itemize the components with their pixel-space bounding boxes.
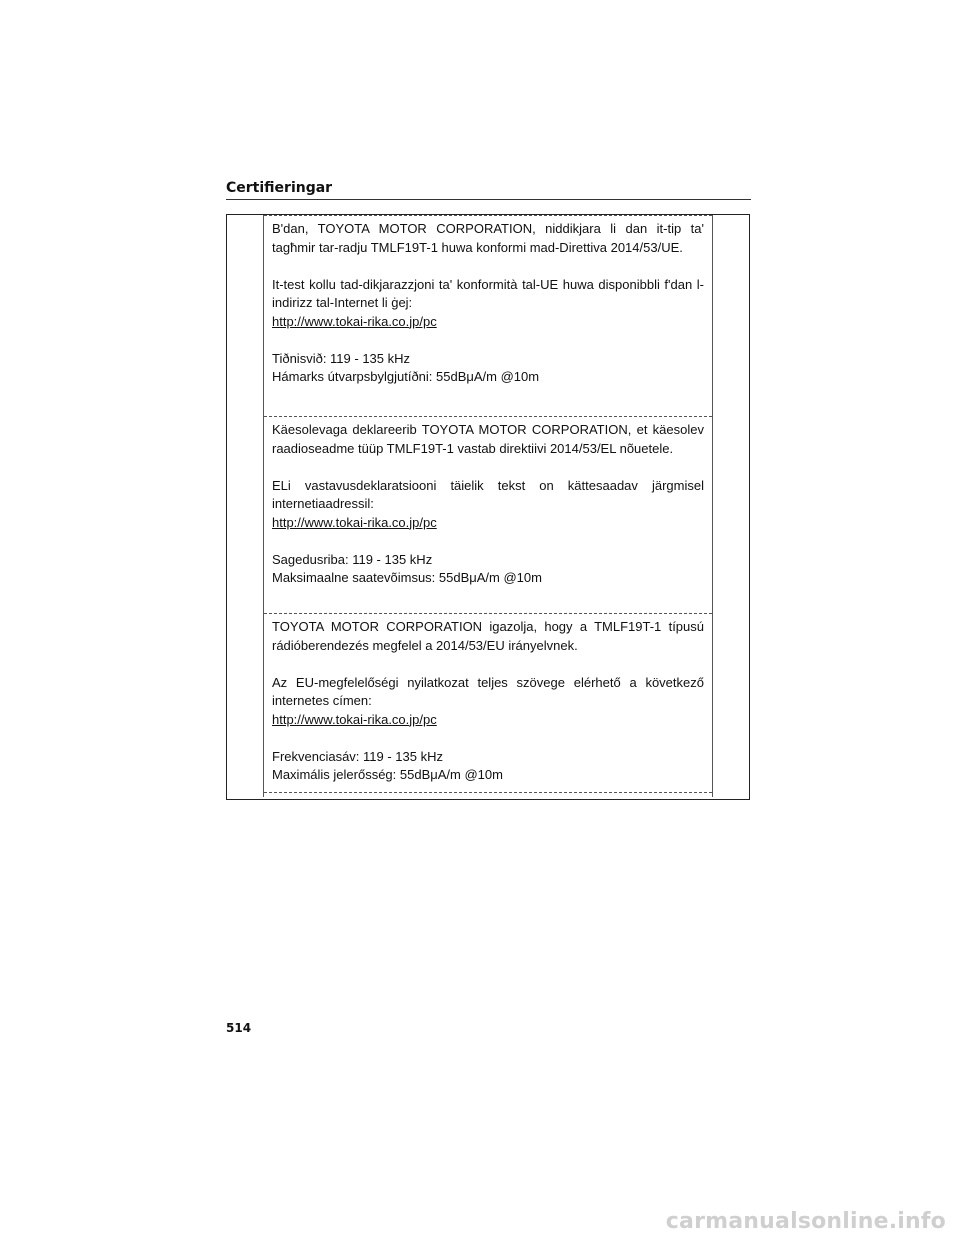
declaration-text: TOYOTA MOTOR CORPORATION igazolja, hogy a TMLF19T-1 típusú rádióberendezés megfelel a 2014/53/EU irányelvnek. [272,619,704,653]
certification-section-hungarian [264,613,712,793]
radio-specs [264,748,712,785]
certification-columns [263,215,713,797]
declaration-link[interactable]: http://www.tokai-rika.co.jp/pc [272,313,437,329]
declaration-link[interactable]: http://www.tokai-rika.co.jp/pc [272,711,437,727]
max-power-text: Maximális jelerősség: 55dBμA/m @10m [272,767,503,782]
availability-text: Az EU-megfelelőségi nyilatkozat teljes szövege elérhető a következő internetes címen: [272,674,704,708]
certification-box [226,214,750,800]
watermark-text: carmanualsonline.info [665,1209,946,1234]
certification-section-maltese [264,215,712,416]
availability-text: It-test kollu tad-dikjarazzjoni ta' konformità tal-UE huwa disponibbli f'dan l-indirizz tal-Internet li ġej: [272,276,704,310]
radio-specs [264,551,712,588]
declaration-availability-text [264,477,712,533]
header-divider [226,199,751,200]
frequency-band-text: Tiðnisvið: 119 - 135 kHz [272,350,411,366]
declaration-availability-text [264,674,712,730]
certification-section-estonian [264,416,712,613]
declaration-link[interactable]: http://www.tokai-rika.co.jp/pc [272,514,437,530]
radio-specs [264,350,712,387]
declaration-text: Käesolevaga deklareerib TOYOTA MOTOR CORPORATION, et käesolev raadioseadme tüüp TMLF19T-1 vastab direktiivi 2014/53/EL nõuetele. [272,422,704,456]
declaration-availability-text [264,276,712,332]
availability-text: ELi vastavusdeklaratsiooni täielik tekst on kättesaadav järgmisel internetiaadressil: [272,477,704,511]
page-title: Certifieringar [226,180,333,196]
declaration-text: B'dan, TOYOTA MOTOR CORPORATION, niddikjara li dan it-tip ta' tagħmir tar-radju TMLF19T-1 huwa konformi mad-Direttiva 2014/53/UE. [272,221,704,255]
frequency-band-text: Sagedusriba: 119 - 135 kHz [272,551,433,567]
frequency-band-text: Frekvenciasáv: 119 - 135 kHz [272,748,443,764]
max-power-text: Maksimaalne saatevõimsus: 55dBμA/m @10m [272,570,542,585]
max-power-text: Hámarks útvarpsbylgjutíðni: 55dBμA/m @10m [272,369,540,384]
page-number: 514 [226,1021,252,1035]
